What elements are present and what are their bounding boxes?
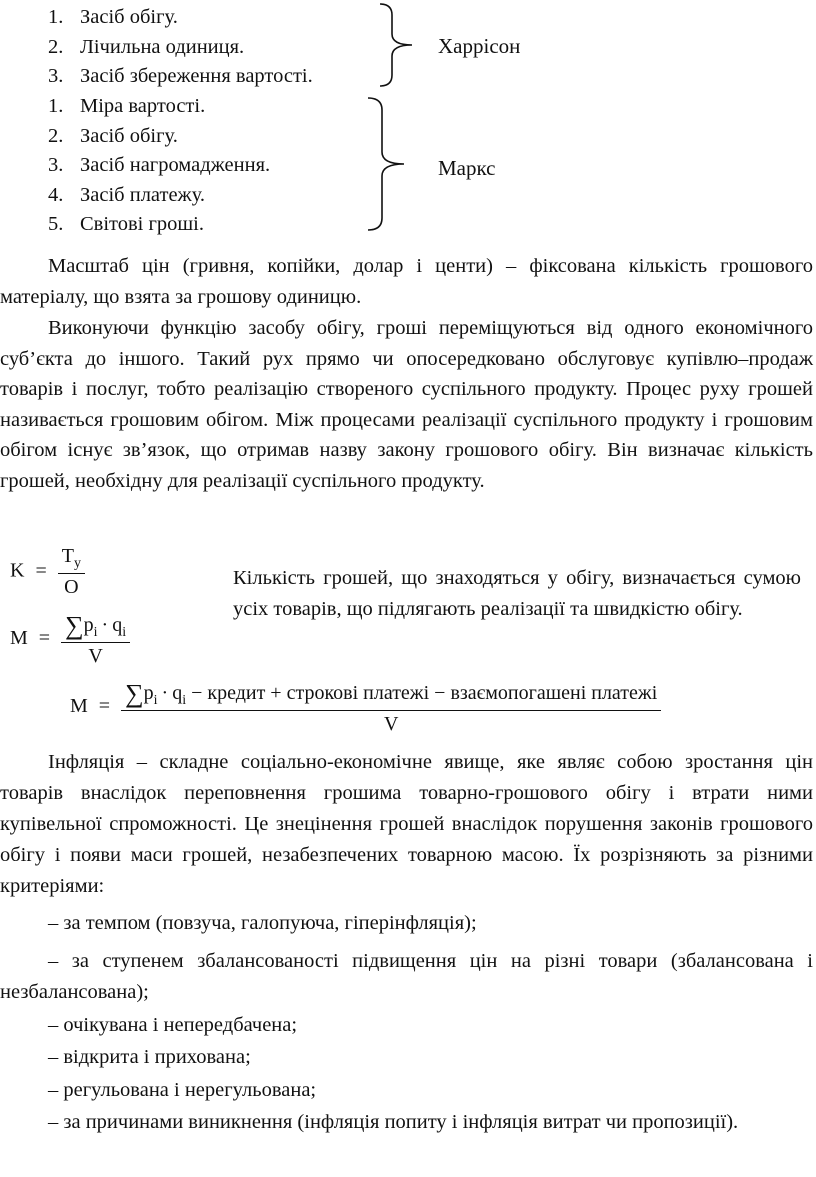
list-item: 1. Міра вартості.	[48, 95, 206, 117]
fraction: $\frac{\sum p_i \cdot q_i - кредит + строкові платежі - взаємопогашені платежі}{V}$	[121, 679, 661, 736]
formula-m-full: M = $\frac{\sum p_i \cdot q_i - кредит + строкові платежі - взаємопогашені платежі}{V}$	[70, 679, 661, 736]
formula-m-simple: M = $\frac{\sum p_i \cdot q_i}{V}$	[10, 611, 130, 668]
list-item: 4. Засіб платежу.	[48, 183, 206, 206]
criteria-item: – відкрита і прихована;	[48, 1046, 251, 1068]
harrison-functions-list	[48, 3, 313, 92]
list-item: 3. Засіб збереження вартості.	[48, 65, 313, 87]
fraction: $\frac{\sum p_i \cdot q_i}{V}$	[61, 611, 130, 668]
marx-functions-list	[48, 92, 270, 240]
inflation-paragraph: Інфляція – складне соціально-економічне явище, яке являє собою зростання цін товарів внаслідок переповнення грошима товарно-грошового обігу і втрати ними купівельної спроможності. Це знецінення грошей внаслідок порушення законів грошового обігу і появи маси грошей, незабезпечених товарною масою. Їх розрізняють за різними критеріями:	[0, 751, 813, 897]
formula-description: Кількість грошей, що знаходяться у обігу, визначається сумою усіх товарів, що підлягають реалізації та швидкістю обігу.	[233, 567, 801, 620]
criteria-item: – за ступенем збалансованості підвищення цін на різні товари (збалансована і незбалансована);	[0, 950, 813, 1003]
criteria-item: – регульована і нерегульована;	[48, 1079, 317, 1101]
criteria-item: – очікувана і непередбачена;	[48, 1014, 298, 1036]
marx-label: Маркс	[438, 156, 496, 180]
criteria-item: – за причинами виникнення (інфляція попиту і інфляція витрат чи пропозиції).	[48, 1111, 739, 1133]
harrison-brace	[378, 2, 418, 88]
formula-k: K = $\frac{T_у}{O}$	[10, 545, 85, 599]
criteria-item: – за темпом (повзуча, галопуюча, гіперінфляція);	[48, 912, 477, 934]
list-item: 2. Засіб обігу.	[48, 124, 178, 147]
list-item: 2. Лічильна одиниця.	[48, 35, 245, 58]
list-item: 5. Світові гроші.	[48, 213, 205, 235]
money-circulation-paragraph: Виконуючи функцію засобу обігу, гроші переміщуються від одного економічного суб’єкта до іншого. Такий рух прямо чи опосередковано обслуговує купівлю–продаж товарів і послуг, тобто реалізацію створеного суспільного продукту. Процес руху грошей називається грошовим обігом. Між процесами реалізації суспільного продукту і грошовим обігом існує зв’язок, що отримав назву закону грошового обігу. Він визначає кількість грошей, необхідну для реалізації суспільного продукту.	[0, 317, 813, 492]
list-item: 3. Засіб нагромадження.	[48, 154, 271, 176]
list-item: 1. Засіб обігу.	[48, 6, 178, 28]
marx-brace	[366, 96, 410, 232]
price-scale-paragraph: Масштаб цін (гривня, копійки, долар і центи) – фіксована кількість грошового матеріалу, що взята за грошову одиницю.	[0, 255, 813, 308]
harrison-label: Харрісон	[438, 34, 521, 58]
fraction: $\frac{T_у}{O}$	[58, 545, 85, 599]
